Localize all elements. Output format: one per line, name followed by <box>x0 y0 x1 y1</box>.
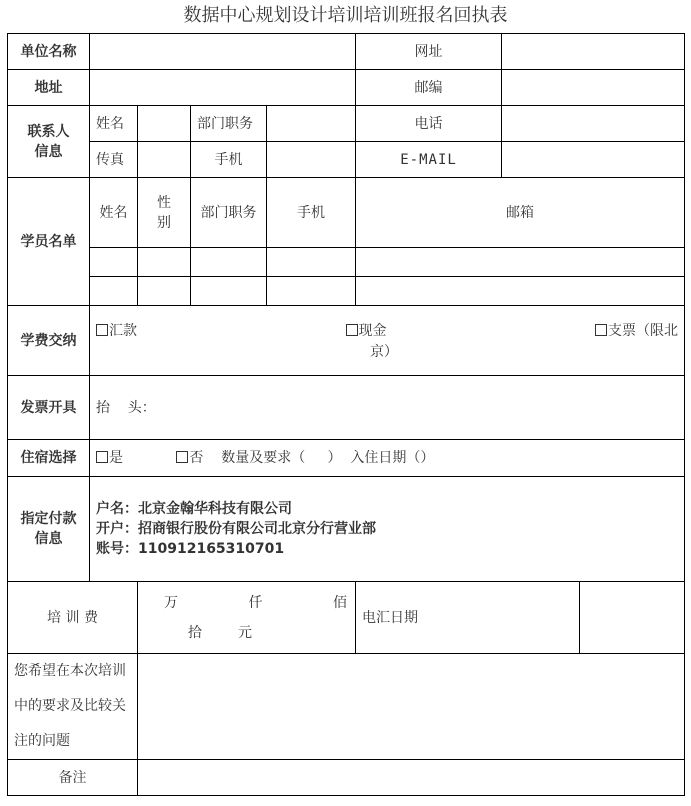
students-header-row <box>8 178 685 248</box>
requirements-field[interactable] <box>138 654 685 760</box>
lodging-no-option[interactable] <box>176 450 203 466</box>
training-fee-label: 培 训 费 <box>8 582 138 654</box>
student-row <box>8 248 685 277</box>
fee-amount-line-1 <box>164 588 347 618</box>
check-option-label: 支票（限北 <box>608 323 679 339</box>
account-name: 户名：北京金翰华科技有限公司 <box>96 501 292 517</box>
address-row <box>8 70 685 106</box>
student-row <box>8 277 685 306</box>
student-mobile-field[interactable] <box>267 277 356 306</box>
fee-amount-line-2 <box>164 618 347 648</box>
students-label: 学员名单 <box>8 178 90 306</box>
lodging-checkin-date[interactable]: 入住日期（） <box>350 450 435 466</box>
remarks-label: 备注 <box>8 760 138 796</box>
training-fee-row <box>8 582 685 654</box>
students-col-gender-2: 别 <box>157 214 171 231</box>
lodging-quantity[interactable]: 数量及要求（ ） <box>221 450 342 466</box>
remit-checkbox-icon[interactable] <box>96 324 108 336</box>
invoice-label: 发票开具 <box>8 376 90 440</box>
unit-row <box>8 34 685 70</box>
requirements-label: 您希望在本次培训中的要求及比较关注的问题 <box>8 654 138 760</box>
remit-option-label: 汇款 <box>109 323 137 339</box>
fee-payment-label: 学费交纳 <box>8 306 90 376</box>
remit-option[interactable] <box>96 314 137 348</box>
fee-payment-row <box>8 306 685 376</box>
student-email-field[interactable] <box>356 277 685 306</box>
fee-shi-label: 拾 <box>188 624 202 641</box>
lodging-yes-option[interactable] <box>96 450 123 466</box>
contact-email-label: E-MAIL <box>356 142 502 178</box>
contact-dept-label: 部门职务 <box>191 106 267 142</box>
check-checkbox-icon[interactable] <box>595 324 607 336</box>
lodging-row <box>8 440 685 477</box>
contact-mobile-field[interactable] <box>267 142 356 178</box>
lodging-no-checkbox-icon[interactable] <box>176 451 188 463</box>
address-field[interactable] <box>90 70 356 106</box>
student-dept-field[interactable] <box>191 277 267 306</box>
check-option-continuation: 京） <box>370 344 398 360</box>
contact-name-field[interactable] <box>138 106 191 142</box>
check-option[interactable] <box>595 314 678 348</box>
students-col-dept: 部门职务 <box>191 178 267 248</box>
lodging-yes-label: 是 <box>109 450 123 466</box>
requirements-row <box>8 654 685 760</box>
student-dept-field[interactable] <box>191 248 267 277</box>
payment-info-row <box>8 477 685 582</box>
contact-label-line-2: 信息 <box>34 143 63 160</box>
fee-qian-label: 仟 <box>248 594 263 611</box>
remarks-field[interactable] <box>138 760 685 796</box>
bank-name: 开户：招商银行股份有限公司北京分行营业部 <box>96 521 376 537</box>
url-label: 网址 <box>356 34 502 70</box>
invoice-row <box>8 376 685 440</box>
students-col-gender <box>138 178 191 248</box>
remit-date-label: 电汇日期 <box>356 582 580 654</box>
fee-yuan-label: 元 <box>238 624 252 641</box>
postcode-label: 邮编 <box>356 70 502 106</box>
student-mobile-field[interactable] <box>267 248 356 277</box>
invoice-header-label[interactable]: 抬 头： <box>90 376 685 440</box>
student-gender-field[interactable] <box>138 277 191 306</box>
unit-name-field[interactable] <box>90 34 356 70</box>
lodging-no-label: 否 <box>189 450 204 466</box>
postcode-field[interactable] <box>502 70 685 106</box>
student-name-field[interactable] <box>90 248 138 277</box>
lodging-options <box>90 440 685 477</box>
contact-row-2 <box>8 142 685 178</box>
student-email-field[interactable] <box>356 248 685 277</box>
account-number: 账号：110912165310701 <box>96 541 285 557</box>
students-col-mobile: 手机 <box>267 178 356 248</box>
fee-bai-label: 佰 <box>333 594 348 611</box>
payment-info-label-line-1: 指定付款 <box>20 511 77 527</box>
payment-info-label <box>8 477 90 582</box>
fee-payment-options <box>90 306 685 376</box>
payment-info-details <box>90 477 685 582</box>
remit-date-field[interactable] <box>580 582 685 654</box>
payment-info-label-line-2: 信息 <box>34 531 63 547</box>
lodging-yes-checkbox-icon[interactable] <box>96 451 108 463</box>
lodging-label: 住宿选择 <box>8 440 90 477</box>
students-col-gender-1: 性 <box>157 194 171 211</box>
remarks-row <box>8 760 685 796</box>
registration-form-table <box>7 33 685 796</box>
student-name-field[interactable] <box>90 277 138 306</box>
form-title: 数据中心规划设计培训培训班报名回执表 <box>183 5 508 26</box>
contact-row-1 <box>8 106 685 142</box>
contact-name-label: 姓名 <box>90 106 138 142</box>
cash-option-label: 现金 <box>358 323 387 339</box>
address-label: 地址 <box>8 70 90 106</box>
contact-dept-field[interactable] <box>267 106 356 142</box>
contact-fax-field[interactable] <box>138 142 191 178</box>
unit-name-label: 单位名称 <box>8 34 90 70</box>
contact-info-label <box>8 106 90 178</box>
contact-mobile-label: 手机 <box>191 142 267 178</box>
student-gender-field[interactable] <box>138 248 191 277</box>
students-col-name: 姓名 <box>90 178 138 248</box>
fee-wan-label: 万 <box>164 594 178 611</box>
contact-phone-label: 电话 <box>356 106 502 142</box>
cash-checkbox-icon[interactable] <box>346 324 358 336</box>
contact-phone-field[interactable] <box>502 106 685 142</box>
contact-fax-label: 传真 <box>90 142 138 178</box>
training-fee-amount[interactable] <box>138 582 356 654</box>
students-col-email: 邮箱 <box>356 178 685 248</box>
contact-label-line-1: 联系人 <box>27 123 70 140</box>
url-field[interactable] <box>502 34 685 70</box>
contact-email-field[interactable] <box>502 142 685 178</box>
